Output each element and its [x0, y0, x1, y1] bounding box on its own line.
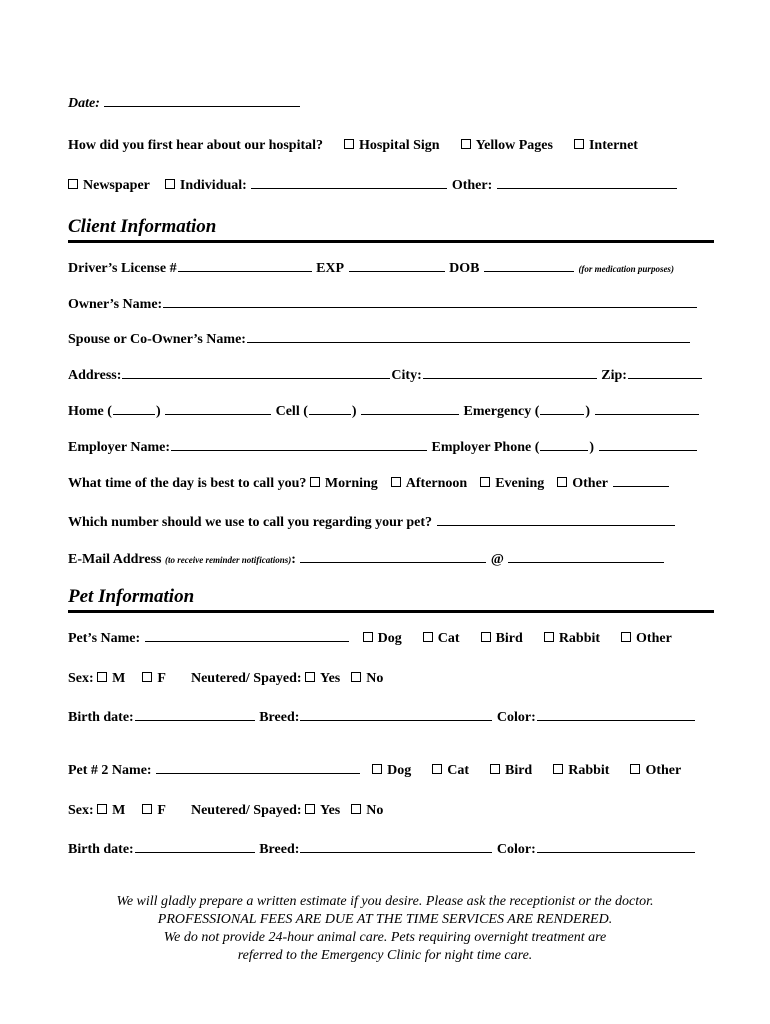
employer-area-code-field[interactable] [540, 438, 588, 451]
email-note: (to receive reminder notifications) [164, 555, 292, 565]
pet2-cat-checkbox[interactable] [432, 764, 442, 774]
pet2-female-label: F [157, 803, 166, 818]
pet1-neutered-no-label: No [366, 671, 384, 686]
pet2-neutered-label: Neutered/ Spayed: [190, 803, 302, 818]
individual-label: Individual: [179, 178, 247, 193]
employer-name-field[interactable] [171, 438, 427, 451]
pet2-name-field[interactable] [156, 761, 360, 774]
yellow-pages-label: Yellow Pages [475, 138, 553, 153]
hospital-sign-label: Hospital Sign [359, 138, 440, 153]
pet1-bird-checkbox[interactable] [481, 632, 491, 642]
date-field[interactable] [104, 94, 300, 107]
pet1-male-checkbox[interactable] [97, 672, 107, 682]
footer-referral-note: referred to the Emergency Clinic for night time care. [237, 948, 533, 963]
newspaper-checkbox[interactable] [68, 179, 78, 189]
date-label: Date: [68, 96, 100, 111]
address-row [68, 366, 710, 385]
zip-field[interactable] [628, 366, 702, 379]
spouse-name-field[interactable] [247, 330, 690, 343]
pet2-name-row [68, 761, 710, 780]
emergency-phone-field[interactable] [595, 402, 699, 415]
which-number-question: Which number should we use to call you regarding your pet? [68, 515, 433, 530]
pet1-color-label: Color: [496, 710, 536, 725]
pet2-color-label: Color: [496, 842, 536, 857]
email-row [68, 550, 710, 569]
email-colon: : [291, 552, 296, 567]
dob-field[interactable] [484, 259, 574, 272]
pet2-other-checkbox[interactable] [630, 764, 640, 774]
referral-question: How did you first hear about our hospital? [68, 138, 324, 153]
pet1-bird-label: Bird [495, 631, 523, 646]
drivers-license-field[interactable] [178, 259, 312, 272]
referral-row-2 [68, 176, 710, 195]
date-row [68, 94, 710, 113]
pet2-bird-label: Bird [504, 763, 533, 778]
phone-row [68, 402, 710, 421]
emergency-paren: ) [585, 404, 591, 419]
pet-information-heading: Pet Information [68, 586, 714, 613]
pet1-cat-label: Cat [437, 631, 460, 646]
zip-label: Zip: [601, 368, 627, 383]
pet1-birth-date-field[interactable] [135, 708, 255, 721]
pet1-sex-label: Sex: [68, 671, 94, 686]
referral-row [68, 137, 710, 155]
footer-fees-note: PROFESSIONAL FEES ARE DUE AT THE TIME SERVICES ARE RENDERED. [157, 912, 613, 927]
pet1-other-label: Other [636, 631, 672, 646]
other-label: Other: [451, 178, 493, 193]
evening-label: Evening [495, 476, 545, 491]
footer-estimate-note: We will gladly prepare a written estimate if you desire. Please ask the receptionist or the doctor. [116, 894, 654, 909]
exp-label: EXP [316, 261, 345, 276]
pet1-neutered-yes-checkbox[interactable] [305, 672, 315, 682]
pet2-breed-field[interactable] [300, 840, 492, 853]
pet2-bird-checkbox[interactable] [490, 764, 500, 774]
newspaper-label: Newspaper [83, 178, 150, 193]
pet2-male-label: M [112, 803, 126, 818]
address-label: Address: [68, 368, 122, 383]
employer-phone-field[interactable] [599, 438, 697, 451]
employer-row [68, 438, 710, 457]
emergency-label: Emergency ( [463, 404, 540, 419]
pet2-other-label: Other [645, 763, 682, 778]
pet2-color-field[interactable] [537, 840, 695, 853]
spouse-row [68, 330, 710, 349]
pet2-birth-date-label: Birth date: [68, 842, 134, 857]
home-label: Home ( [68, 404, 112, 419]
home-paren: ) [155, 404, 161, 419]
pet2-rabbit-checkbox[interactable] [553, 764, 563, 774]
home-area-code-field[interactable] [113, 402, 155, 415]
pet2-neutered-no-checkbox[interactable] [351, 804, 361, 814]
pet1-cat-checkbox[interactable] [423, 632, 433, 642]
pet1-birth-date-label: Birth date: [68, 710, 134, 725]
pet1-neutered-yes-label: Yes [320, 671, 341, 686]
best-time-question: What time of the day is best to call you? [68, 476, 307, 491]
pet2-female-checkbox[interactable] [142, 804, 152, 814]
pet2-breed-label: Breed: [259, 842, 300, 857]
cell-label: Cell ( [275, 404, 308, 419]
other-time-field[interactable] [613, 474, 669, 487]
client-information-heading: Client Information [68, 216, 714, 243]
pet2-details-row [68, 840, 710, 859]
pet1-neutered-label: Neutered/ Spayed: [190, 671, 302, 686]
pet2-neutered-no-label: No [366, 803, 384, 818]
owner-row [68, 295, 710, 314]
pet1-female-label: F [157, 671, 166, 686]
pet1-neutered-no-checkbox[interactable] [351, 672, 361, 682]
morning-label: Morning [324, 476, 378, 491]
employer-phone-label: Employer Phone ( [431, 440, 540, 455]
pet2-cat-label: Cat [447, 763, 469, 778]
email-label: E-Mail Address [68, 552, 162, 567]
address-field[interactable] [122, 366, 390, 379]
pet2-neutered-yes-checkbox[interactable] [305, 804, 315, 814]
other-time-checkbox[interactable] [557, 477, 567, 487]
cell-phone-field[interactable] [361, 402, 459, 415]
dob-note: (for medication purposes) [578, 264, 674, 274]
pet1-male-label: M [112, 671, 126, 686]
yellow-pages-checkbox[interactable] [461, 139, 471, 149]
owner-name-field[interactable] [163, 295, 697, 308]
owner-name-label: Owner’s Name: [68, 297, 163, 312]
which-number-row [68, 513, 710, 532]
morning-checkbox[interactable] [310, 477, 320, 487]
employer-paren: ) [589, 440, 595, 455]
footer-care-note: We do not provide 24-hour animal care. Pets requiring overnight treatment are [163, 930, 607, 945]
internet-label: Internet [588, 138, 638, 153]
pet1-rabbit-checkbox[interactable] [544, 632, 554, 642]
internet-checkbox[interactable] [574, 139, 584, 149]
other-time-label: Other [572, 476, 608, 491]
pet2-sex-label: Sex: [68, 803, 94, 818]
pet2-sex-row [68, 802, 710, 820]
which-number-field[interactable] [437, 513, 675, 526]
best-time-row [68, 474, 710, 493]
pet1-female-checkbox[interactable] [142, 672, 152, 682]
pet2-neutered-yes-label: Yes [320, 803, 341, 818]
pet1-name-field[interactable] [145, 629, 349, 642]
email-domain-field[interactable] [508, 550, 664, 563]
afternoon-checkbox[interactable] [391, 477, 401, 487]
pet1-dog-checkbox[interactable] [363, 632, 373, 642]
pet1-other-checkbox[interactable] [621, 632, 631, 642]
individual-checkbox[interactable] [165, 179, 175, 189]
pet1-details-row [68, 708, 710, 727]
city-field[interactable] [423, 366, 597, 379]
exp-field[interactable] [349, 259, 445, 272]
pet1-name-row [68, 629, 710, 648]
evening-checkbox[interactable] [480, 477, 490, 487]
email-user-field[interactable] [300, 550, 486, 563]
city-label: City: [391, 368, 422, 383]
home-phone-field[interactable] [165, 402, 271, 415]
pet1-breed-field[interactable] [300, 708, 492, 721]
pet1-breed-label: Breed: [259, 710, 300, 725]
pet1-rabbit-label: Rabbit [558, 631, 601, 646]
other-field[interactable] [497, 176, 677, 189]
pet2-birth-date-field[interactable] [135, 840, 255, 853]
pet2-dog-checkbox[interactable] [372, 764, 382, 774]
employer-name-label: Employer Name: [68, 440, 170, 455]
pet1-dog-label: Dog [377, 631, 402, 646]
afternoon-label: Afternoon [405, 476, 468, 491]
license-row [68, 259, 710, 278]
pet2-name-label: Pet # 2 Name: [68, 763, 152, 778]
drivers-license-label: Driver’s License # [68, 261, 177, 276]
pet2-rabbit-label: Rabbit [568, 763, 610, 778]
emergency-area-code-field[interactable] [540, 402, 584, 415]
pet1-sex-row [68, 670, 710, 688]
dob-label: DOB [449, 261, 480, 276]
pet1-name-label: Pet’s Name: [68, 631, 141, 646]
cell-area-code-field[interactable] [309, 402, 351, 415]
individual-field[interactable] [251, 176, 447, 189]
pet2-male-checkbox[interactable] [97, 804, 107, 814]
email-at: @ [490, 552, 504, 567]
pet2-dog-label: Dog [387, 763, 412, 778]
hospital-sign-checkbox[interactable] [344, 139, 354, 149]
cell-paren: ) [351, 404, 357, 419]
spouse-name-label: Spouse or Co-Owner’s Name: [68, 332, 246, 347]
pet1-color-field[interactable] [537, 708, 695, 721]
